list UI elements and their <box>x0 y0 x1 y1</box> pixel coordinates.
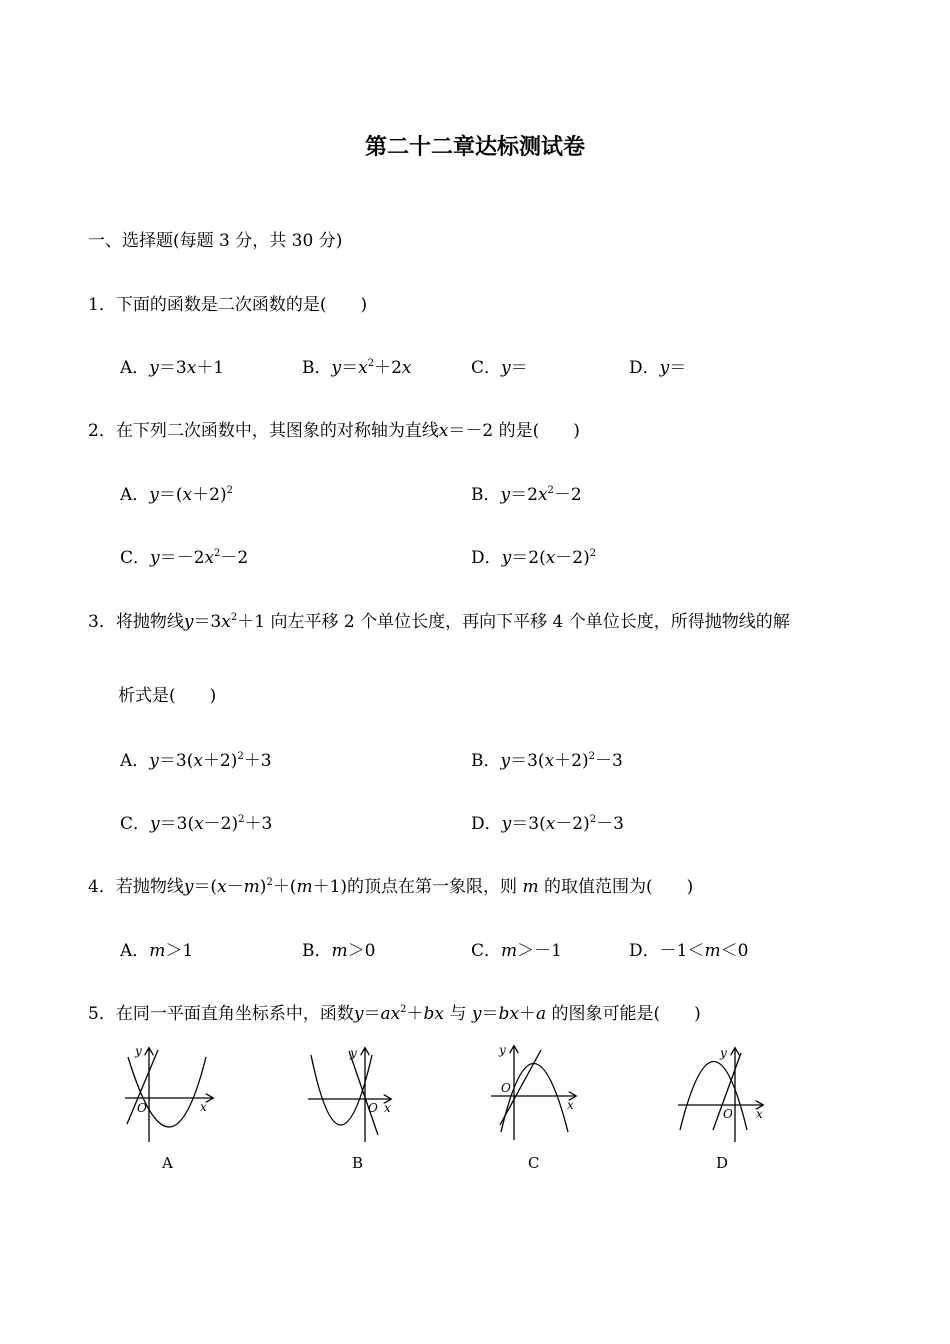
q4-option-d: D．－1＜m＜0 <box>629 941 749 961</box>
svg-text:x: x <box>756 1107 763 1121</box>
question-3-stem-line2: 析式是( ) <box>118 686 217 706</box>
q1-option-a: A．y＝3x＋1 <box>120 358 225 378</box>
graph-a-label: A <box>162 1154 173 1172</box>
svg-text:y: y <box>720 1046 727 1060</box>
question-5-stem: 5．在同一平面直角坐标系中，函数$y=ax^2+bx$ 与 y＝bx＋a 的图象可能是( ) <box>88 1004 701 1024</box>
q2-option-c: C．$y=-2x^2-2$ <box>120 548 249 568</box>
svg-text:O: O <box>501 1081 511 1095</box>
q2-option-d: D．$y=2(x-2)^2$ <box>471 548 597 568</box>
graph-d <box>678 1049 762 1142</box>
q3-option-d: D．$y=3(x-2)^2-3$ <box>471 814 624 834</box>
graph-a <box>125 1049 212 1142</box>
q2-option-a: A．$y=(x+2)^2$ <box>120 485 233 505</box>
q5-graphs <box>0 1035 950 1185</box>
graph-b <box>308 1049 390 1142</box>
question-1-stem: 1．下面的函数是二次函数的是( ) <box>88 295 368 315</box>
svg-text:x: x <box>200 1100 207 1114</box>
q3-option-b: B．$y=3(x+2)^2-3$ <box>471 751 623 771</box>
page-title: 第二十二章达标测试卷 <box>364 134 585 160</box>
q4-option-c: C．m＞－1 <box>471 941 562 961</box>
graph-b-label: B <box>352 1154 364 1172</box>
q1-option-b: B．$y=x^2+2x$ <box>302 358 412 378</box>
graph-a-y-label: y <box>135 1044 142 1058</box>
q1-option-d: D．y＝ <box>629 358 687 378</box>
svg-text:x: x <box>567 1098 574 1112</box>
question-4-stem: 4．若抛物线$y=(x-m)^2+(m+1)$的顶点在第一象限，则 m 的取值范围为( ) <box>88 877 694 897</box>
svg-text:y: y <box>350 1046 357 1060</box>
q4-option-a: A．m＞1 <box>120 941 194 961</box>
svg-text:y: y <box>499 1043 506 1057</box>
svg-text:O: O <box>368 1101 378 1115</box>
question-2-stem: 2．在下列二次函数中，其图象的对称轴为直线x＝－2 的是( ) <box>88 421 580 441</box>
graph-c-label: C <box>528 1154 540 1172</box>
q3-option-a: A．$y=3(x+2)^2+3$ <box>120 751 272 771</box>
svg-text:x: x <box>384 1101 391 1115</box>
q1-option-c: C．y＝ <box>471 358 528 378</box>
section-heading: 一、选择题(每题 3 分，共 30 分) <box>88 231 343 251</box>
q3-option-c: C．$y=3(x-2)^2+3$ <box>120 814 273 834</box>
question-3-stem: 3．将抛物线$y=3x^2+1$ 向左平移 2 个单位长度，再向下平移 4 个单位长度，所得抛物线的解 <box>88 612 790 632</box>
graph-d-label: D <box>716 1154 729 1172</box>
svg-text:O: O <box>723 1107 733 1121</box>
svg-text:O: O <box>137 1101 147 1115</box>
q2-option-b: B．$y=2x^2-2$ <box>471 485 582 505</box>
q4-option-b: B．m＞0 <box>302 941 376 961</box>
question-number: 1． <box>88 295 116 315</box>
